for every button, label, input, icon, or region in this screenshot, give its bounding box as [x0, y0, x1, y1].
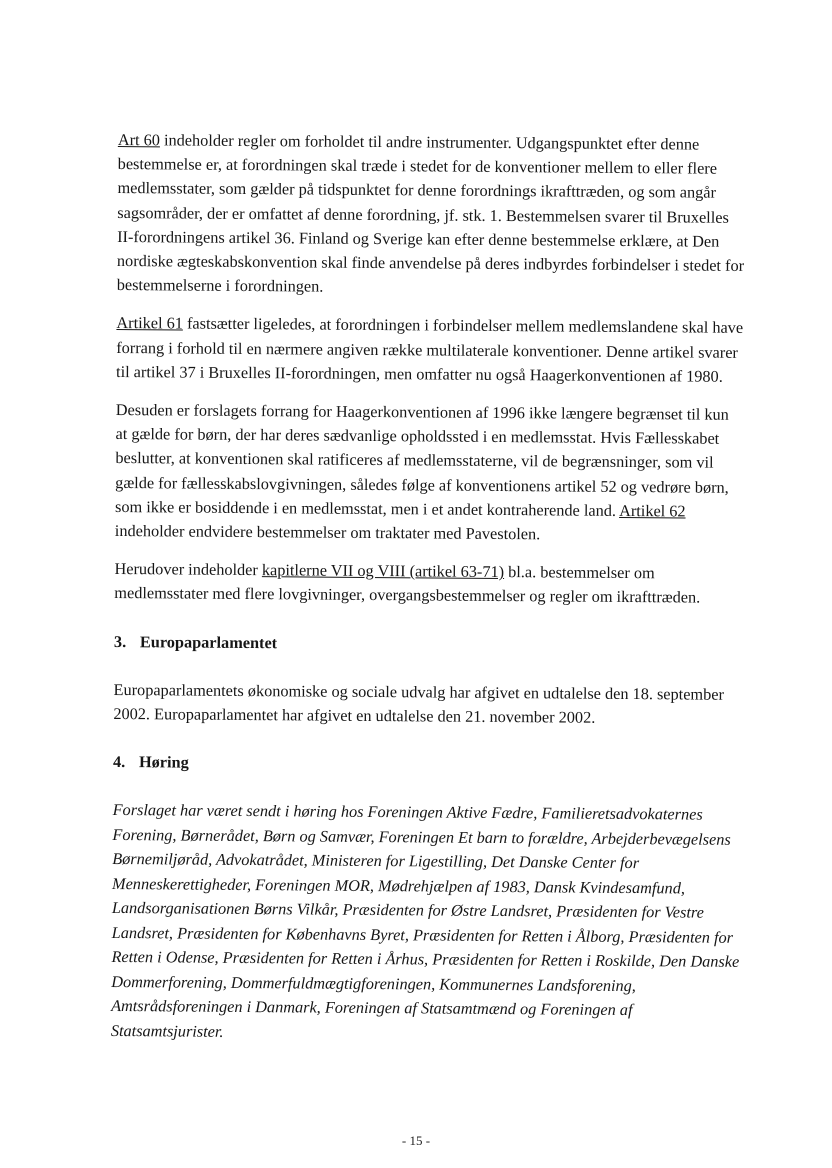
- paragraph-text: Herudover indeholder: [114, 559, 262, 580]
- article-reference-link[interactable]: Art 60: [117, 129, 161, 150]
- paragraph-artikel-61: [116, 311, 745, 389]
- paragraph-europaparlamentet: Europaparlamentets økonomiske og sociale udvalg har afgivet en udtalelse den 18. september 2002. Europaparlamentet har afgivet en udtalelse den 21. november 2002.: [113, 679, 725, 727]
- section-heading-horing: [113, 750, 741, 779]
- paragraph-kapitlerne: [114, 557, 742, 610]
- section-heading-europaparlamentet: [114, 630, 742, 659]
- section-number: 4.: [112, 752, 126, 772]
- chapter-reference-link[interactable]: kapitlerne VII og VIII (artikel 63-71): [261, 560, 505, 582]
- section-number: 3.: [113, 631, 127, 651]
- article-reference-link[interactable]: Artikel 62: [619, 500, 686, 521]
- page-number: - 15 -: [401, 1133, 431, 1148]
- paragraph-text-continued: indeholder endvidere bestemmelser om traktater med Pavestolen.: [114, 521, 541, 544]
- article-reference-link[interactable]: Artikel 61: [116, 313, 184, 333]
- paragraph-text: Desuden er forslagets forrang for Haagerkonventionen af 1996 ikke længere begrænset til kun at gælde for børn, der har deres sædvanlige opholdssted i en medlemsstat. Hvis Fællesskabet beslutter, at konventionen skal ratificeres af medlemsstaterne, vil de begrænsninger, som vil gælde for fællesskabslovgivningen, således følge af konventionens artikel 52 og vedrøre børn, som ikke er bosiddende i en medlemsstat, men i et andet kontraherende land.: [114, 400, 729, 520]
- document-body: [111, 128, 746, 1062]
- section-title: Europaparlamentet: [139, 631, 278, 652]
- paragraph-text: indeholder regler om forholdet til andre instrumenter. Udgangspunktet efter denne bestemmelse er, at forordningen skal træde i stedet for de konventioner mellem to eller flere medlemsstater, som gælder på tidspunktet for denne forordnings ikrafttræden, og som angår sagsområder, der er omfattet af denne forordning, jf. stk. 1. Bestemmelsen svarer til Bruxelles II-forordningens artikel 36. Finland og Sverige kan efter denne bestemmelse erklære, at Den nordiske ægteskabskonvention skal finde anvendelse på deres indbyrdes forbindelser i stedet for bestemmelserne i forordningen.: [116, 130, 745, 296]
- paragraph-horing-list: Forslaget har været sendt i høring hos Foreningen Aktive Fædre, Familieretsadvokaternes Forening, Børnerådet, Børn og Samvær, Foreningen Et barn to forældre, Arbejderbevægelsens Børnemiljøråd, Advokatrådet, Ministeren for Ligestilling, Det Danske Center for Menneskerettigheder, Foreningen MOR, Mødrehjælpen af 1983, Dansk Kvindesamfund, Landsorganisationen Børns Vilkår, Præsidenten for Østre Landsret, Præsidenten for Vestre Landsret, Præsidenten for Københavns Byret, Præsidenten for Retten i Ålborg, Præsidenten for Retten i Odense, Præsidenten for Retten i Århus, Præsidenten for Retten i Roskilde, Den Danske Dommerforening, Dommerfuldmægtigforeningen, Kommunernes Landsforening, Amtsrådsforeningen i Danmark, Foreningen af Statsamtmænd og Foreningen af Statsamtsjurister.: [110, 800, 740, 1041]
- paragraph-text-continued: bl.a. bestemmelser om medlemsstater med flere lovgivninger, overgangsbestemmelser og regler om ikrafttræden.: [114, 562, 701, 608]
- paragraph-art-60: [117, 128, 746, 302]
- section-title: Høring: [138, 752, 189, 772]
- paragraph-haagerkonventionen: [115, 398, 744, 548]
- paragraph-text: fastsætter ligeledes, at forordningen i forbindelser mellem medlemslandene skal have forrang i forhold til en nærmere angiven række multilaterale konventioner. Denne artikel svarer til artikel 37 i Bruxelles II-forordningen, men omfatter nu også Haagerkonventionen af 1980.: [116, 313, 744, 386]
